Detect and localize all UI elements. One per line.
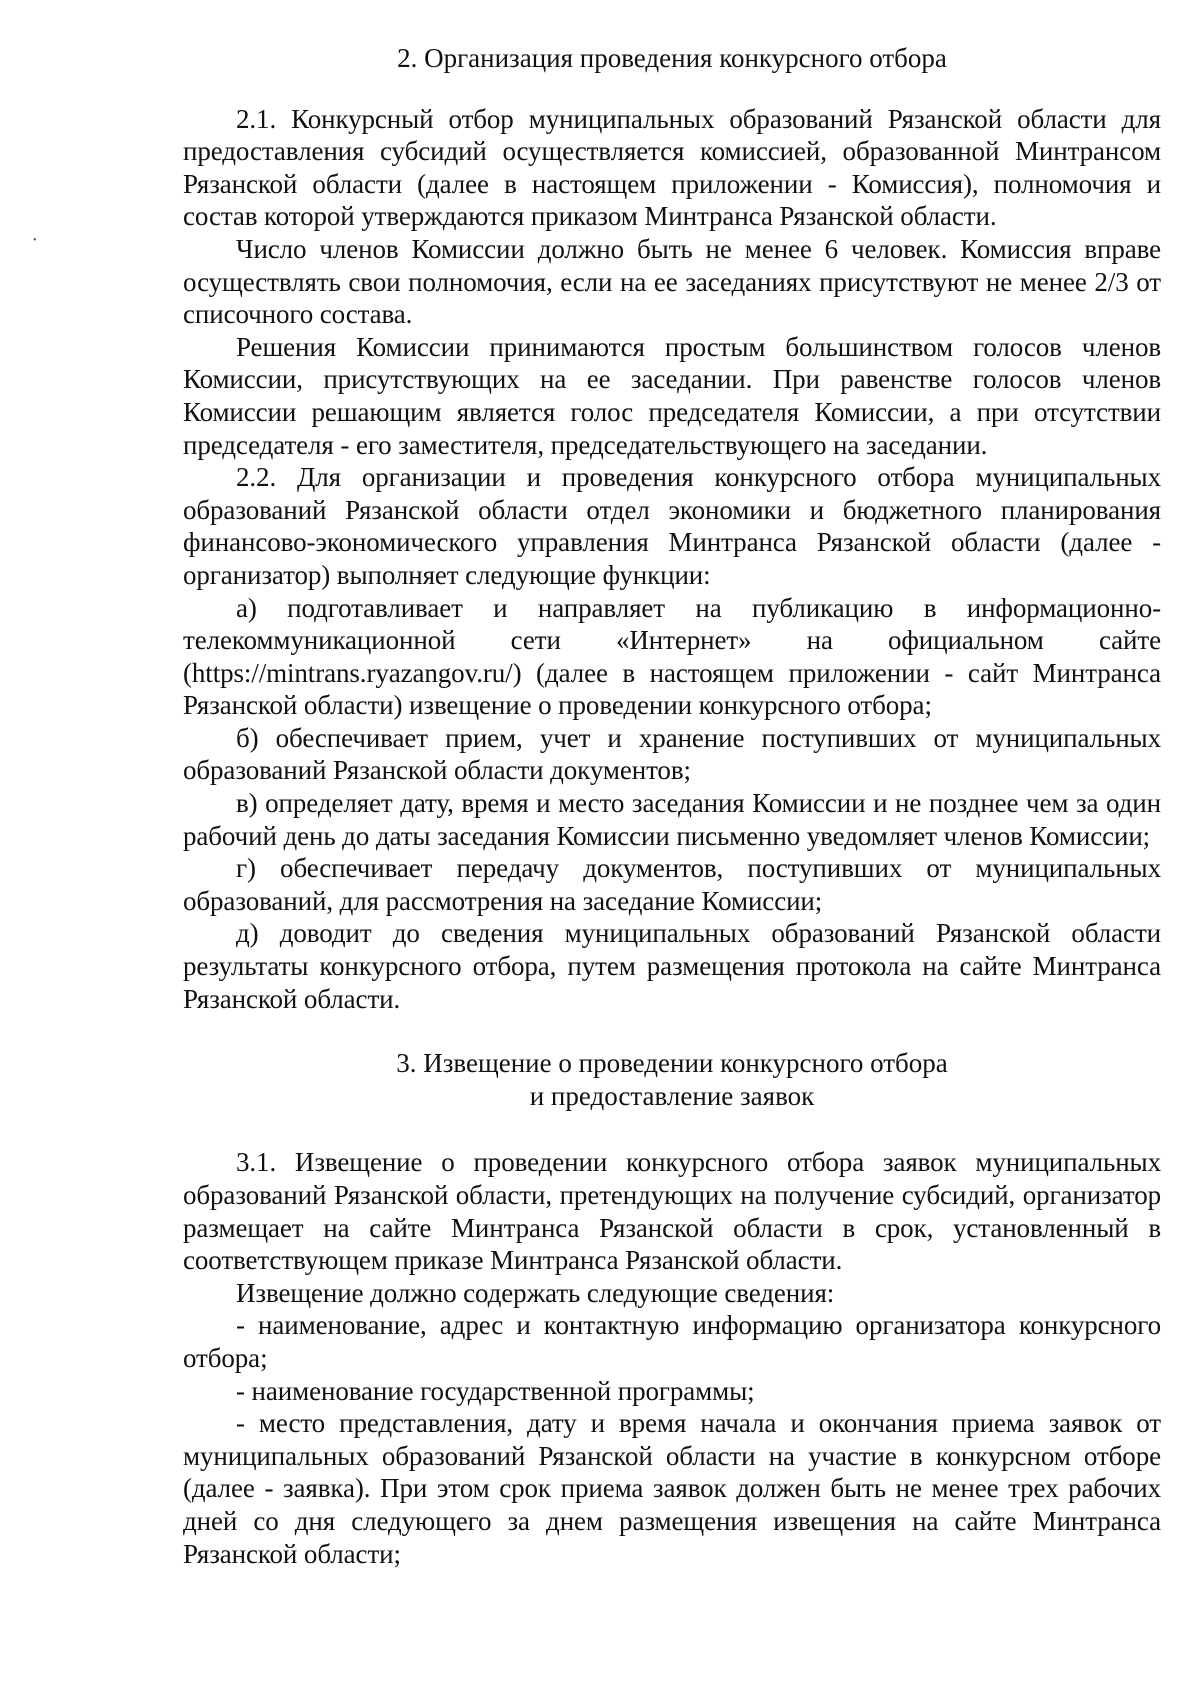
paragraph-2-2-d: д) доводит до сведения муниципальных образований Рязанской области результаты конкурсного отбора, путем размещения протокола на сайте Минтранса Рязанской области.	[183, 918, 1161, 1014]
paragraph-commission-size: Число членов Комиссии должно быть не менее 6 человек. Комиссия вправе осуществлять свои полномочия, если на ее заседаниях присутствуют не менее 2/3 от списочного состава.	[183, 233, 1161, 330]
section-3-title-line-1: 3. Извещение о проведении конкурсного отбора	[396, 1048, 948, 1079]
list-item-organizer-info: - наименование, адрес и контактную информацию организатора конкурсного отбора;	[183, 1310, 1161, 1373]
section-3-title-line-2: и предоставление заявок	[529, 1080, 815, 1111]
document-body	[183, 42, 1161, 1570]
list-item-application-period: - место представления, дату и время начала и окончания приема заявок от муниципальных образований Рязанской области на участие в конкурсном отборе (далее - заявка). При этом срок приема заявок должен быть не менее трех рабочих дней со дня следующего за днем размещения извещения на сайте Минтранса Рязанской области;	[183, 1408, 1161, 1569]
paragraph-commission-decisions: Решения Комиссии принимаются простым большинством голосов членов Комиссии, присутствующих на ее заседании. При равенстве голосов членов Комиссии решающим является голос председателя Комиссии, а при отсутствии председателя - его заместителя, председательствующего на заседании.	[183, 331, 1161, 460]
paragraph-2-2-v: в) определяет дату, время и место заседания Комиссии и не позднее чем за один рабочий день до даты заседания Комиссии письменно уведомляет членов Комиссии;	[183, 788, 1161, 851]
paragraph-3-1: 3.1. Извещение о проведении конкурсного отбора заявок муниципальных образований Рязанской области, претендующих на получение субсидий, организатор размещает на сайте Минтранса Рязанской области в срок, установленный в соответствующем приказе Минтранса Рязанской области.	[183, 1147, 1161, 1276]
paragraph-2-2-a: а) подготавливает и направляет на публикацию в информационно-телекоммуникационной сети «Интернет» на официальном сайте (https://mintrans.ryazangov.ru/) (далее в настоящем приложении - сайт Минтранса Рязанской области) извещение о проведении конкурсного отбора;	[183, 592, 1161, 721]
paragraph-notice-contents: Извещение должно содержать следующие сведения:	[236, 1277, 835, 1308]
section-3-title	[183, 1047, 1161, 1112]
scan-speck: •	[33, 235, 37, 246]
paragraph-2-1: 2.1. Конкурсный отбор муниципальных образований Рязанской области для предоставления субсидий осуществляется комиссией, образованной Минтрансом Рязанской области (далее в настоящем приложении - Комиссия), полномочия и состав которой утверждаются приказом Минтранса Рязанской области.	[183, 103, 1161, 232]
paragraph-2-2-g: г) обеспечивает передачу документов, поступивших от муниципальных образований, для рассмотрения на заседание Комиссии;	[183, 853, 1161, 916]
list-item-program-name: - наименование государственной программы;	[236, 1375, 755, 1406]
paragraph-2-2: 2.2. Для организации и проведения конкурсного отбора муниципальных образований Рязанской области отдел экономики и бюджетного планирования финансово-экономического управления Минтранса Рязанской области (далее - организатор) выполняет следующие функции:	[183, 462, 1161, 590]
paragraph-2-2-b: б) обеспечивает прием, учет и хранение поступивших от муниципальных образований Рязанской области документов;	[183, 722, 1161, 786]
section-2-title: 2. Организация проведения конкурсного отбора	[397, 43, 947, 73]
